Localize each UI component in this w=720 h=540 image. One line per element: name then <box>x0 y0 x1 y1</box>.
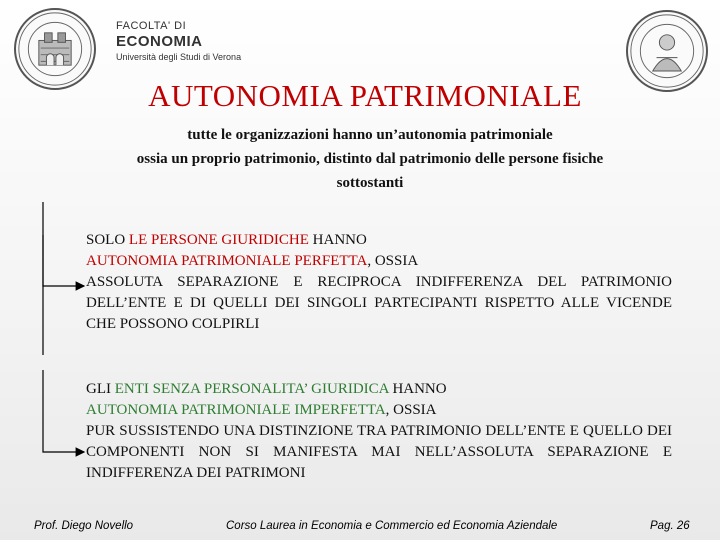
footer-page-number: Pag. 26 <box>650 520 690 532</box>
slide-title: AUTONOMIA PATRIMONIALE <box>148 78 582 113</box>
footer-course: Corso Laurea in Economia e Commercio ed Economia Aziendale <box>226 520 558 532</box>
block1-after-term: , OSSIA <box>367 253 419 269</box>
university-name: Università degli Studi di Verona <box>116 52 242 62</box>
block1-subject: LE PERSONE GIURIDICHE <box>128 232 309 248</box>
block2-after-term: , OSSIA <box>385 402 437 418</box>
block2-rest: PUR SUSSISTENDO UNA DISTINZIONE TRA PATRIMONIO DELL’ENTE E QUELLO DEI COMPONENTI NON SI MANIFESTA MAI NELL’ASSOLUTA SEPARAZIONE E INDIFFERENZA DEI PATRIMONI <box>86 423 672 481</box>
block2-verb: HANNO <box>388 381 447 397</box>
block1-verb: HANNO <box>308 232 367 248</box>
intro-line-3: sottostanti <box>336 175 404 191</box>
arrow-to-block-2 <box>43 370 84 452</box>
block-persone-giuridiche <box>86 230 672 335</box>
block1-pre: SOLO <box>86 232 129 248</box>
faculty-label: FACOLTA' DI <box>116 20 187 32</box>
block1-term: AUTONOMIA PATRIMONIALE PERFETTA <box>86 253 368 269</box>
intro-line-1: tutte le organizzazioni hanno un’autonomia patrimoniale <box>187 127 553 143</box>
block1-rest: ASSOLUTA SEPARAZIONE E RECIPROCA INDIFFERENZA DEL PATRIMONIO DELL’ENTE E DI QUELLI DEI SINGOLI PARTECIPANTI RISPETTO ALLE VICENDE CHE POSSONO COLPIRLI <box>86 274 672 332</box>
footer-author: Prof. Diego Novello <box>34 520 134 532</box>
arrow-to-block-1 <box>43 235 84 286</box>
intro-text <box>30 123 710 195</box>
block2-pre: GLI <box>86 381 115 397</box>
block2-subject: ENTI SENZA PERSONALITA’ GIURIDICA <box>114 381 389 397</box>
block-enti-senza-personalita <box>86 379 672 484</box>
faculty-logo <box>116 20 241 62</box>
block2-term: AUTONOMIA PATRIMONIALE IMPERFETTA <box>86 402 386 418</box>
intro-line-2: ossia un proprio patrimonio, distinto dal patrimonio delle persone fisiche <box>136 151 604 167</box>
faculty-name: ECONOMIA <box>116 33 203 50</box>
